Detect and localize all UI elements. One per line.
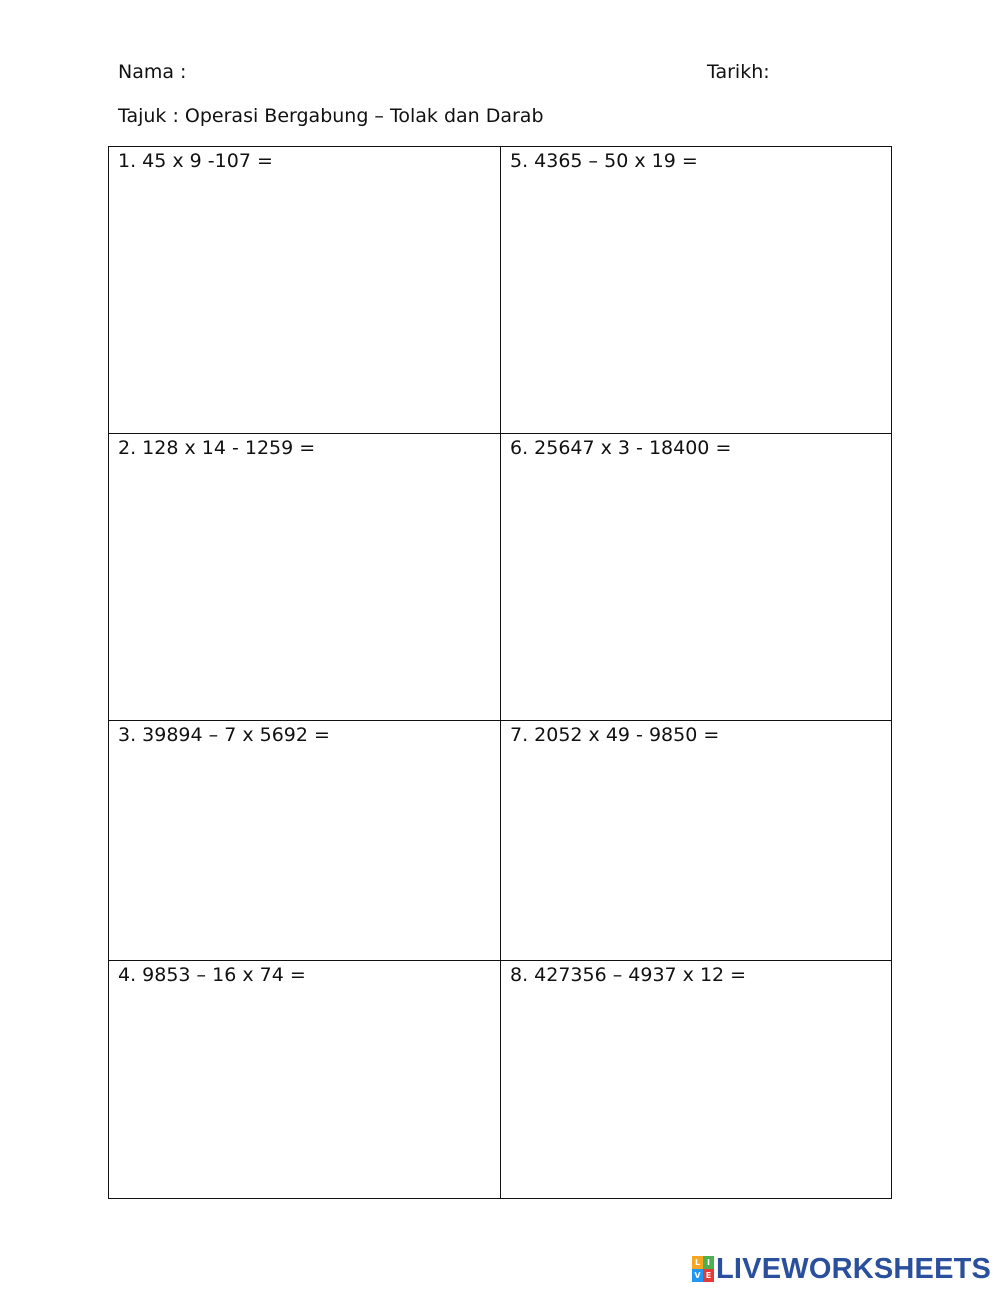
liveworksheets-logo-text: LIVEWORKSHEETS — [716, 1252, 992, 1285]
question-2-text: 2. 128 x 14 - 1259 = — [118, 437, 316, 459]
question-4-text: 4. 9853 – 16 x 74 = — [118, 964, 306, 986]
liveworksheets-logo — [692, 1254, 991, 1284]
question-3-text: 3. 39894 – 7 x 5692 = — [118, 724, 330, 746]
question-cell-8[interactable] — [501, 961, 891, 1198]
question-8-text: 8. 427356 – 4937 x 12 = — [510, 964, 747, 986]
logo-tile-i: I — [703, 1256, 714, 1269]
question-cell-6[interactable] — [501, 434, 891, 721]
question-7-text: 7. 2052 x 49 - 9850 = — [510, 724, 720, 746]
tajuk-title: Tajuk : Operasi Bergabung – Tolak dan Darab — [118, 105, 544, 127]
question-cell-4[interactable] — [109, 961, 501, 1198]
tarikh-label: Tarikh: — [707, 61, 770, 83]
question-cell-7[interactable] — [501, 721, 891, 961]
question-cell-2[interactable] — [109, 434, 501, 721]
liveworksheets-logo-icon — [692, 1256, 714, 1282]
question-5-text: 5. 4365 – 50 x 19 = — [510, 150, 698, 172]
question-1-text: 1. 45 x 9 -107 = — [118, 150, 273, 172]
question-6-text: 6. 25647 x 3 - 18400 = — [510, 437, 732, 459]
question-cell-1[interactable] — [109, 147, 501, 434]
logo-tile-e: E — [703, 1269, 714, 1282]
logo-tile-l: L — [692, 1256, 703, 1269]
question-grid — [108, 146, 892, 1199]
question-cell-3[interactable] — [109, 721, 501, 961]
question-cell-5[interactable] — [501, 147, 891, 434]
logo-tile-v: V — [692, 1269, 703, 1282]
nama-label: Nama : — [118, 61, 187, 83]
